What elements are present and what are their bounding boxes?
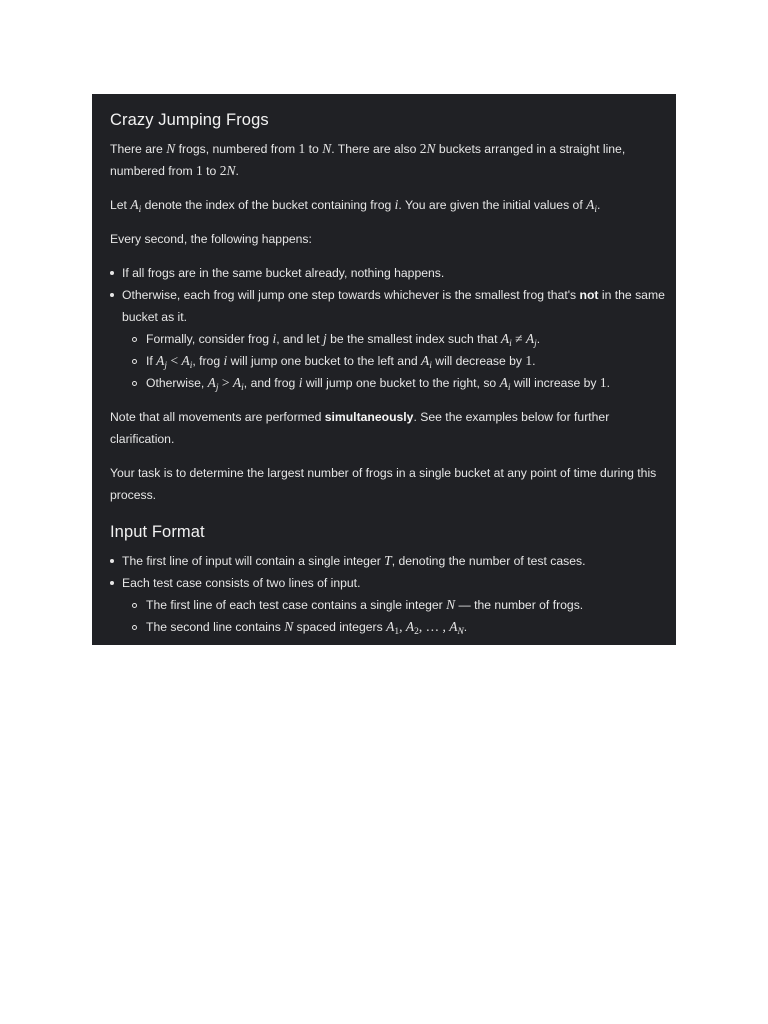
list-item: Otherwise, $A_j > A_i$, and frog i will jump one bucket to the right, so $A_i$ will increase by 1. [122, 372, 666, 394]
circle-bullet-icon [132, 625, 137, 630]
bullet-icon [110, 559, 114, 563]
list-item: Each test case consists of two lines of input. The first line of each test case contains a single integer N — the number of frogs. The second line contains N spaced integers $A_1$, $A_2$, … , $A_N$. [110, 572, 666, 638]
list-item: The first line of input will contain a single integer T, denoting the number of test cases. [110, 550, 666, 572]
bullet-icon [110, 271, 114, 275]
intro-paragraph: There are N frogs, numbered from 1 to N. There are also 2N buckets arranged in a straight line, numbered from 1 to 2N. [110, 141, 626, 178]
bullet-icon [110, 293, 114, 297]
process-intro: Every second, the following happens: [110, 232, 312, 246]
circle-bullet-icon [132, 381, 137, 386]
list-item: The first line of each test case contains a single integer N — the number of frogs. [122, 594, 666, 616]
problem-statement-panel [92, 94, 676, 645]
definition-paragraph: Let $A_i$ denote the index of the bucket containing frog i. You are given the initial values of $A_i$. [110, 197, 601, 215]
circle-bullet-icon [132, 603, 137, 608]
list-item: Formally, consider frog i, and let j be the smallest index such that $A_i \ne A_j$. [122, 328, 666, 350]
rules-sublist [122, 328, 666, 394]
list-item: If $A_j < A_i$, frog i will jump one bucket to the left and $A_i$ will decrease by 1. [122, 350, 666, 372]
simultaneous-note: Note that all movements are performed simultaneously. See the examples below for further clarification. [110, 410, 610, 446]
input-format-sublist [122, 594, 666, 638]
circle-bullet-icon [132, 359, 137, 364]
problem-title: Crazy Jumping Frogs [110, 111, 269, 129]
bullet-icon [110, 581, 114, 585]
rules-list [110, 262, 666, 394]
task-paragraph: Your task is to determine the largest number of frogs in a single bucket at any point of time during this process. [110, 466, 657, 502]
list-item: Otherwise, each frog will jump one step towards whichever is the smallest frog that's not in the same bucket as it. Formally, consider frog i, and let j be the smallest index such that $A_i \ne A_j$. If $A_j < A_i$, frog i will jump one bucket to the left and $A_i$ will decrease by 1. Otherwise, $A_j > A_i$, and frog i will jump one bucket to the right, so $A_i$ will increase by 1. [110, 284, 666, 394]
input-format-list [110, 550, 666, 638]
input-format-heading: Input Format [110, 523, 205, 541]
circle-bullet-icon [132, 337, 137, 342]
list-item: If all frogs are in the same bucket already, nothing happens. [110, 262, 666, 284]
list-item: The second line contains N spaced integers $A_1$, $A_2$, … , $A_N$. [122, 616, 666, 638]
